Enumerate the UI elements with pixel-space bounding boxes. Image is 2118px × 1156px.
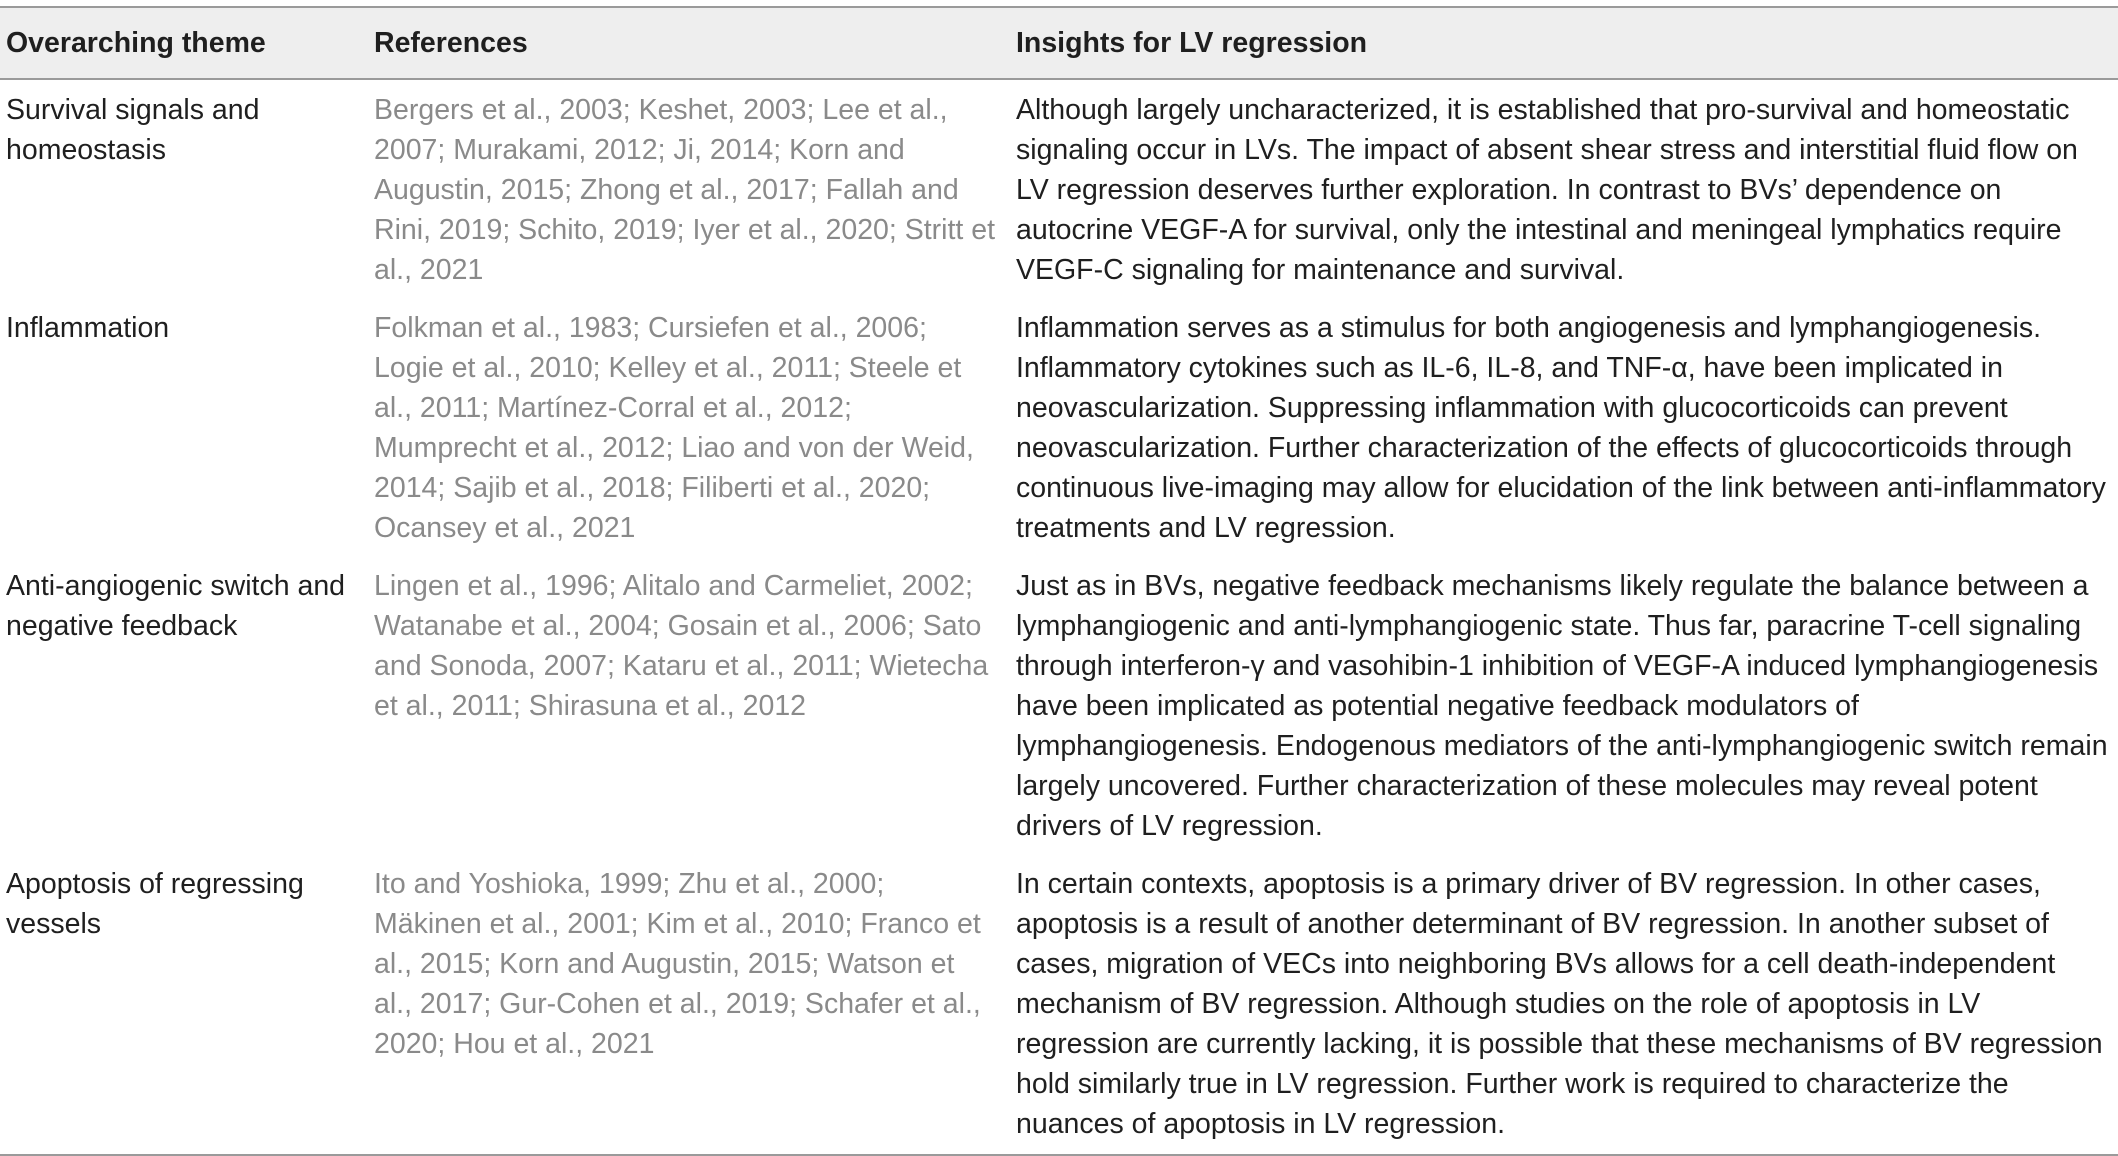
insights-cell: In certain contexts, apoptosis is a primary driver of BV regression. In other cases, apoptosis is a result of another determinant of BV regression. In another subset of cases, migration of VECs into neighboring BVs allows for a cell death-independent mechanism of BV regression. Although studies on the role of apoptosis in LV regression are currently lacking, it is possible that these mechanisms of BV regression hold similarly true in LV regression. Further work is required to characterize the nuances of apoptosis in LV regression. xyxy=(1016,868,2103,1140)
table-row xyxy=(0,298,2118,556)
table-header xyxy=(0,7,2118,79)
insights-cell: Just as in BVs, negative feedback mechanisms likely regulate the balance between a lymphangiogenic and anti-lymphangiogenic state. Thus far, paracrine T-cell signaling through interferon-γ and vasohibin-1 inhibition of VEGF-A induced lymphangiogenesis have been implicated as potential negative feedback modulators of lymphangiogenesis. Endogenous mediators of the anti-lymphangiogenic switch remain largely uncovered. Further characterization of these molecules may reveal potent drivers of LV regression. xyxy=(1016,570,2108,842)
insights-cell: Inflammation serves as a stimulus for both angiogenesis and lymphangiogenesis. Inflammatory cytokines such as IL-6, IL-8, and TNF-α, have been implicated in neovascularization. Suppressing inflammation with glucocorticoids can prevent neovascularization. Further characterization of the effects of glucocorticoids through continuous live-imaging may allow for elucidation of the link between anti-inflammatory treatments and LV regression. xyxy=(1016,312,2106,544)
theme-cell: Apoptosis of regressing vessels xyxy=(6,868,304,940)
theme-cell: Inflammation xyxy=(6,312,170,344)
references-cell: Ito and Yoshioka, 1999; Zhu et al., 2000; Mäkinen et al., 2001; Kim et al., 2010; Franco et al., 2015; Korn and Augustin, 2015; Watson et al., 2017; Gur-Cohen et al., 2019; Schafer et al., 2020; Hou et al., 2021 xyxy=(374,868,981,1060)
insights-cell: Although largely uncharacterized, it is established that pro-survival and homeostatic signaling occur in LVs. The impact of absent shear stress and interstitial fluid flow on LV regression deserves further exploration. In contrast to BVs’ dependence on autocrine VEGF-A for survival, only the intestinal and meningeal lymphatics require VEGF-C signaling for maintenance and survival. xyxy=(1016,94,2078,286)
references-cell: Bergers et al., 2003; Keshet, 2003; Lee et al., 2007; Murakami, 2012; Ji, 2014; Korn and Augustin, 2015; Zhong et al., 2017; Fallah and Rini, 2019; Schito, 2019; Iyer et al., 2020; Stritt et al., 2021 xyxy=(374,94,996,286)
table-row xyxy=(0,854,2118,1155)
header-insights: Insights for LV regression xyxy=(1016,27,1368,59)
header-row xyxy=(0,7,2118,79)
header-references: References xyxy=(374,27,528,59)
theme-cell: Anti-angiogenic switch and negative feedback xyxy=(6,570,346,642)
header-theme: Overarching theme xyxy=(6,27,266,59)
references-cell: Lingen et al., 1996; Alitalo and Carmeliet, 2002; Watanabe et al., 2004; Gosain et al., 2006; Sato and Sonoda, 2007; Kataru et al., 2011; Wietecha et al., 2011; Shirasuna et al., 2012 xyxy=(374,570,989,722)
table-body xyxy=(0,79,2118,1155)
lv-regression-table xyxy=(0,6,2118,1156)
references-cell: Folkman et al., 1983; Cursiefen et al., 2006; Logie et al., 2010; Kelley et al., 2011; Steele et al., 2011; Martínez-Corral et al., 2012; Mumprecht et al., 2012; Liao and von der Weid, 2014; Sajib et al., 2018; Filiberti et al., 2020; Ocansey et al., 2021 xyxy=(374,312,974,544)
table-row xyxy=(0,79,2118,298)
table-row xyxy=(0,556,2118,854)
theme-cell: Survival signals and homeostasis xyxy=(6,94,260,166)
